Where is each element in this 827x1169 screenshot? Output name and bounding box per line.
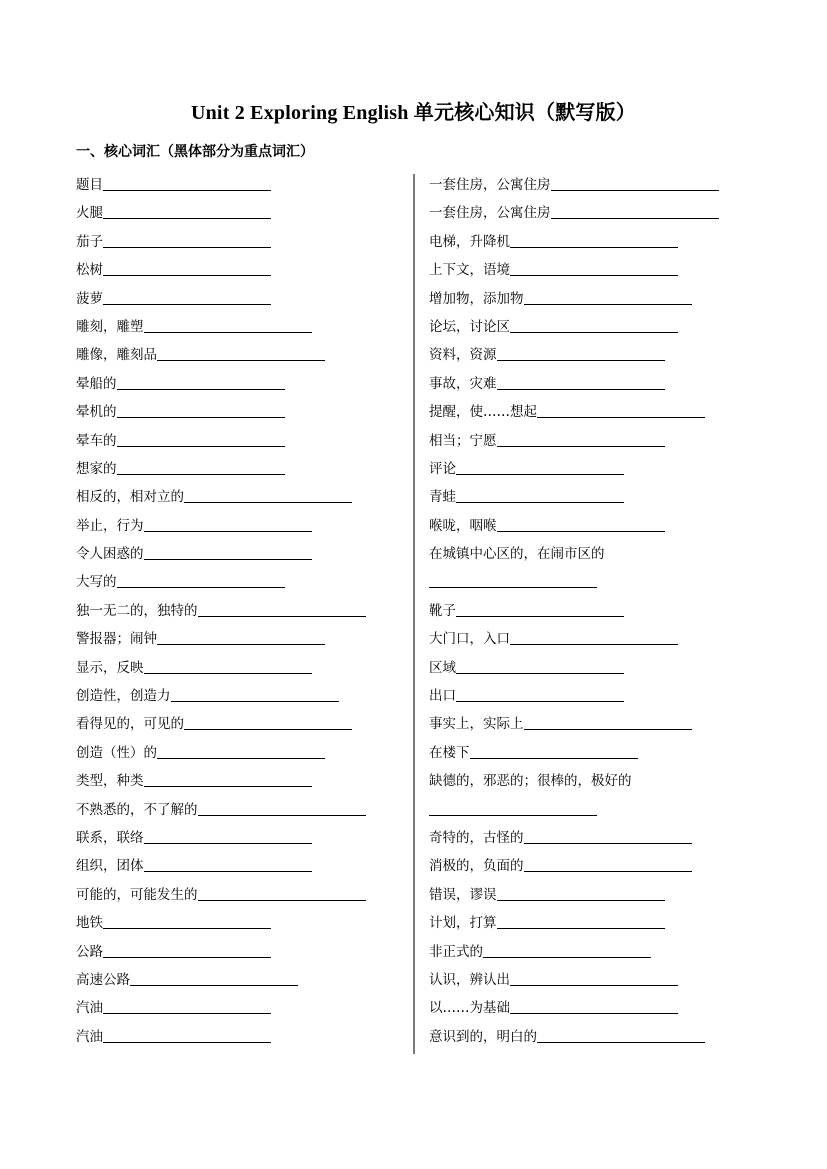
answer-blank-line[interactable] [497,427,665,447]
vocabulary-item [76,938,396,966]
vocabulary-item [76,682,396,710]
answer-blank-line[interactable] [157,739,325,759]
answer-blank-line[interactable] [144,512,312,532]
answer-blank-line[interactable] [103,909,271,929]
vocabulary-meaning: 错误，谬误 [429,886,497,903]
answer-blank-line[interactable] [456,455,624,475]
answer-blank-line[interactable] [497,370,665,390]
vocabulary-meaning: 火腿 [76,205,103,222]
vocabulary-meaning: 组织，团体 [76,858,144,875]
answer-blank-line[interactable] [551,171,719,191]
vocabulary-meaning: 高速公路 [76,971,130,988]
vocabulary-meaning: 评论 [429,460,456,477]
answer-blank-line[interactable] [524,824,692,844]
vocabulary-item [429,824,749,852]
vocabulary-item [429,597,749,625]
answer-blank-line[interactable] [144,767,312,787]
answer-blank-line[interactable] [198,881,366,901]
answer-blank-line[interactable] [144,852,312,872]
vocabulary-meaning: 事实上，实际上 [429,716,524,733]
vocabulary-item [76,654,396,682]
vocabulary-item [429,483,749,511]
answer-blank-line[interactable] [103,938,271,958]
vocabulary-item [429,455,749,483]
vocabulary-meaning: 菠萝 [76,290,103,307]
vocabulary-item [76,597,396,625]
vocabulary-item [76,171,396,199]
vocabulary-item [429,938,749,966]
vocabulary-meaning: 晕船的 [76,375,117,392]
answer-blank-line[interactable] [497,341,665,361]
left-vocabulary-column [76,171,396,1051]
vocabulary-meaning: 以……为基础 [429,1000,510,1017]
vocabulary-item [76,512,396,540]
vocabulary-meaning: 大写的 [76,574,117,591]
vocabulary-meaning: 增加物，添加物 [429,290,524,307]
vocabulary-item [76,824,396,852]
answer-blank-line[interactable] [103,256,271,276]
vocabulary-item [76,199,396,227]
vocabulary-meaning: 汽油 [76,1028,103,1045]
vocabulary-item [429,767,749,824]
vocabulary-item [429,654,749,682]
vocabulary-item [429,427,749,455]
vocabulary-item [76,398,396,426]
answer-blank-line[interactable] [103,1023,271,1043]
vocabulary-item [429,881,749,909]
vocabulary-meaning: 区域 [429,659,456,676]
vocabulary-meaning: 创造性，创造力 [76,688,171,705]
vocabulary-item [429,852,749,880]
vocabulary-item [76,966,396,994]
right-vocabulary-column [429,171,749,1051]
answer-blank-line[interactable] [103,171,271,191]
vocabulary-meaning: 雕刻，雕塑 [76,318,144,335]
vocabulary-item [76,483,396,511]
vocabulary-meaning: 看得见的，可见的 [76,716,184,733]
answer-blank-line[interactable] [537,398,705,418]
vocabulary-item [429,625,749,653]
vocabulary-item [429,994,749,1022]
vocabulary-meaning: 地铁 [76,915,103,932]
vocabulary-item [429,512,749,540]
vocabulary-meaning: 松树 [76,262,103,279]
vocabulary-item [429,171,749,199]
vocabulary-item [429,682,749,710]
vocabulary-item [76,881,396,909]
answer-blank-line[interactable] [470,739,638,759]
vocabulary-item [76,852,396,880]
vocabulary-meaning: 显示，反映 [76,659,144,676]
vocabulary-meaning: 在楼下 [429,744,470,761]
vocabulary-item [76,341,396,369]
vocabulary-meaning: 缺德的，邪恶的；很棒的，极好的 [429,773,632,790]
vocabulary-meaning: 创造（性）的 [76,744,157,761]
answer-blank-line[interactable] [103,994,271,1014]
answer-blank-line[interactable] [184,710,352,730]
vocabulary-item [429,909,749,937]
answer-blank-line[interactable] [198,597,366,617]
answer-blank-line[interactable] [483,938,651,958]
vocabulary-meaning: 不熟悉的，不了解的 [76,801,198,818]
page-title: Unit 2 Exploring English 单元核心知识（默写版） [190,102,637,124]
vocabulary-meaning: 消极的，负面的 [429,858,524,875]
vocabulary-item [429,256,749,284]
vocabulary-meaning: 举止，行为 [76,517,144,534]
vocabulary-meaning: 在城镇中心区的，在闹市区的 [429,546,605,563]
answer-blank-line[interactable] [510,994,678,1014]
answer-blank-line[interactable] [510,966,678,986]
vocabulary-item [429,739,749,767]
answer-blank-line[interactable] [510,625,678,645]
vocabulary-item [76,568,396,596]
answer-blank-line[interactable] [497,512,665,532]
answer-blank-line[interactable] [130,966,298,986]
vocabulary-meaning: 令人困惑的 [76,546,144,563]
answer-blank-line[interactable] [157,625,325,645]
vocabulary-item [76,256,396,284]
column-divider [413,174,415,1054]
vocabulary-item [76,909,396,937]
answer-blank-line[interactable] [117,427,285,447]
answer-blank-line[interactable] [117,568,285,588]
vocabulary-item [429,540,749,597]
vocabulary-meaning: 相反的，相对立的 [76,489,184,506]
vocabulary-item [429,966,749,994]
answer-blank-line[interactable] [103,228,271,248]
answer-blank-line[interactable] [456,483,624,503]
vocabulary-meaning: 意识到的，明白的 [429,1028,537,1045]
answer-blank-line[interactable] [171,682,339,702]
vocabulary-item [429,1023,749,1051]
answer-blank-line[interactable] [524,852,692,872]
answer-blank-line[interactable] [144,313,312,333]
answer-blank-line[interactable] [510,256,678,276]
vocabulary-item [76,710,396,738]
vocabulary-meaning: 晕机的 [76,404,117,421]
answer-blank-line[interactable] [144,540,312,560]
vocabulary-item [76,455,396,483]
vocabulary-item [429,710,749,738]
vocabulary-meaning: 相当；宁愿 [429,432,497,449]
answer-blank-line[interactable] [198,796,366,816]
vocabulary-meaning: 独一无二的，独特的 [76,602,198,619]
vocabulary-item [76,228,396,256]
vocabulary-item [76,994,396,1022]
answer-blank-line[interactable] [456,597,624,617]
answer-blank-line[interactable] [157,341,325,361]
answer-blank-line[interactable] [510,313,678,333]
vocabulary-meaning: 大门口，入口 [429,631,510,648]
vocabulary-item [429,228,749,256]
vocabulary-item [76,1023,396,1051]
answer-blank-line[interactable] [144,824,312,844]
vocabulary-item [76,796,396,824]
vocabulary-meaning: 事故，灾难 [429,375,497,392]
vocabulary-item [76,313,396,341]
vocabulary-item [76,285,396,313]
vocabulary-item [429,285,749,313]
vocabulary-meaning: 非正式的 [429,943,483,960]
vocabulary-item [429,341,749,369]
answer-blank-line[interactable] [537,1023,705,1043]
answer-blank-line[interactable] [497,909,665,929]
answer-blank-line[interactable] [144,654,312,674]
vocabulary-meaning: 一套住房，公寓住房 [429,177,551,193]
vocabulary-meaning: 计划，打算 [429,915,497,932]
vocabulary-item [76,767,396,795]
vocabulary-meaning: 警报器；闹钟 [76,631,157,648]
vocabulary-meaning: 可能的，可能发生的 [76,886,198,903]
vocabulary-meaning: 提醒，使……想起 [429,404,537,421]
answer-blank-line[interactable] [117,455,285,475]
section-heading-core-vocabulary: 一、核心词汇（黑体部分为重点词汇） [76,144,314,160]
answer-blank-line[interactable] [184,483,352,503]
answer-blank-line[interactable] [510,228,678,248]
vocabulary-meaning: 出口 [429,688,456,705]
vocabulary-item [76,540,396,568]
vocabulary-item [429,370,749,398]
vocabulary-meaning: 喉咙，咽喉 [429,517,497,534]
vocabulary-item [429,199,749,227]
vocabulary-meaning: 论坛，讨论区 [429,318,510,335]
vocabulary-meaning: 联系，联络 [76,829,144,846]
answer-blank-line[interactable] [117,370,285,390]
vocabulary-meaning: 奇特的，古怪的 [429,830,524,847]
vocabulary-meaning: 茄子 [76,233,103,250]
vocabulary-item [429,313,749,341]
vocabulary-item [76,370,396,398]
vocabulary-meaning: 类型，种类 [76,773,144,790]
vocabulary-meaning: 电梯，升降机 [429,233,510,250]
vocabulary-meaning: 认识，辨认出 [429,971,510,988]
answer-blank-line[interactable] [429,568,597,588]
answer-blank-line[interactable] [103,285,271,305]
answer-blank-line[interactable] [456,682,624,702]
vocabulary-item [76,427,396,455]
answer-blank-line[interactable] [456,654,624,674]
answer-blank-line[interactable] [524,285,692,305]
answer-blank-line[interactable] [429,796,597,816]
vocabulary-meaning: 汽油 [76,1000,103,1017]
vocabulary-meaning: 靴子 [429,602,456,619]
vocabulary-meaning: 青蛙 [429,489,456,506]
vocabulary-meaning: 晕车的 [76,432,117,449]
vocabulary-meaning: 题目 [76,177,103,193]
vocabulary-meaning: 公路 [76,943,103,960]
vocabulary-item [429,398,749,426]
vocabulary-meaning: 雕像，雕刻品 [76,347,157,364]
vocabulary-meaning: 上下文，语境 [429,262,510,279]
answer-blank-line[interactable] [117,398,285,418]
answer-blank-line[interactable] [524,710,692,730]
vocabulary-meaning: 想家的 [76,460,117,477]
vocabulary-meaning: 一套住房，公寓住房 [429,205,551,222]
answer-blank-line[interactable] [103,199,271,219]
vocabulary-meaning: 资料，资源 [429,347,497,364]
answer-blank-line[interactable] [551,199,719,219]
vocabulary-item [76,739,396,767]
vocabulary-item [76,625,396,653]
answer-blank-line[interactable] [497,881,665,901]
